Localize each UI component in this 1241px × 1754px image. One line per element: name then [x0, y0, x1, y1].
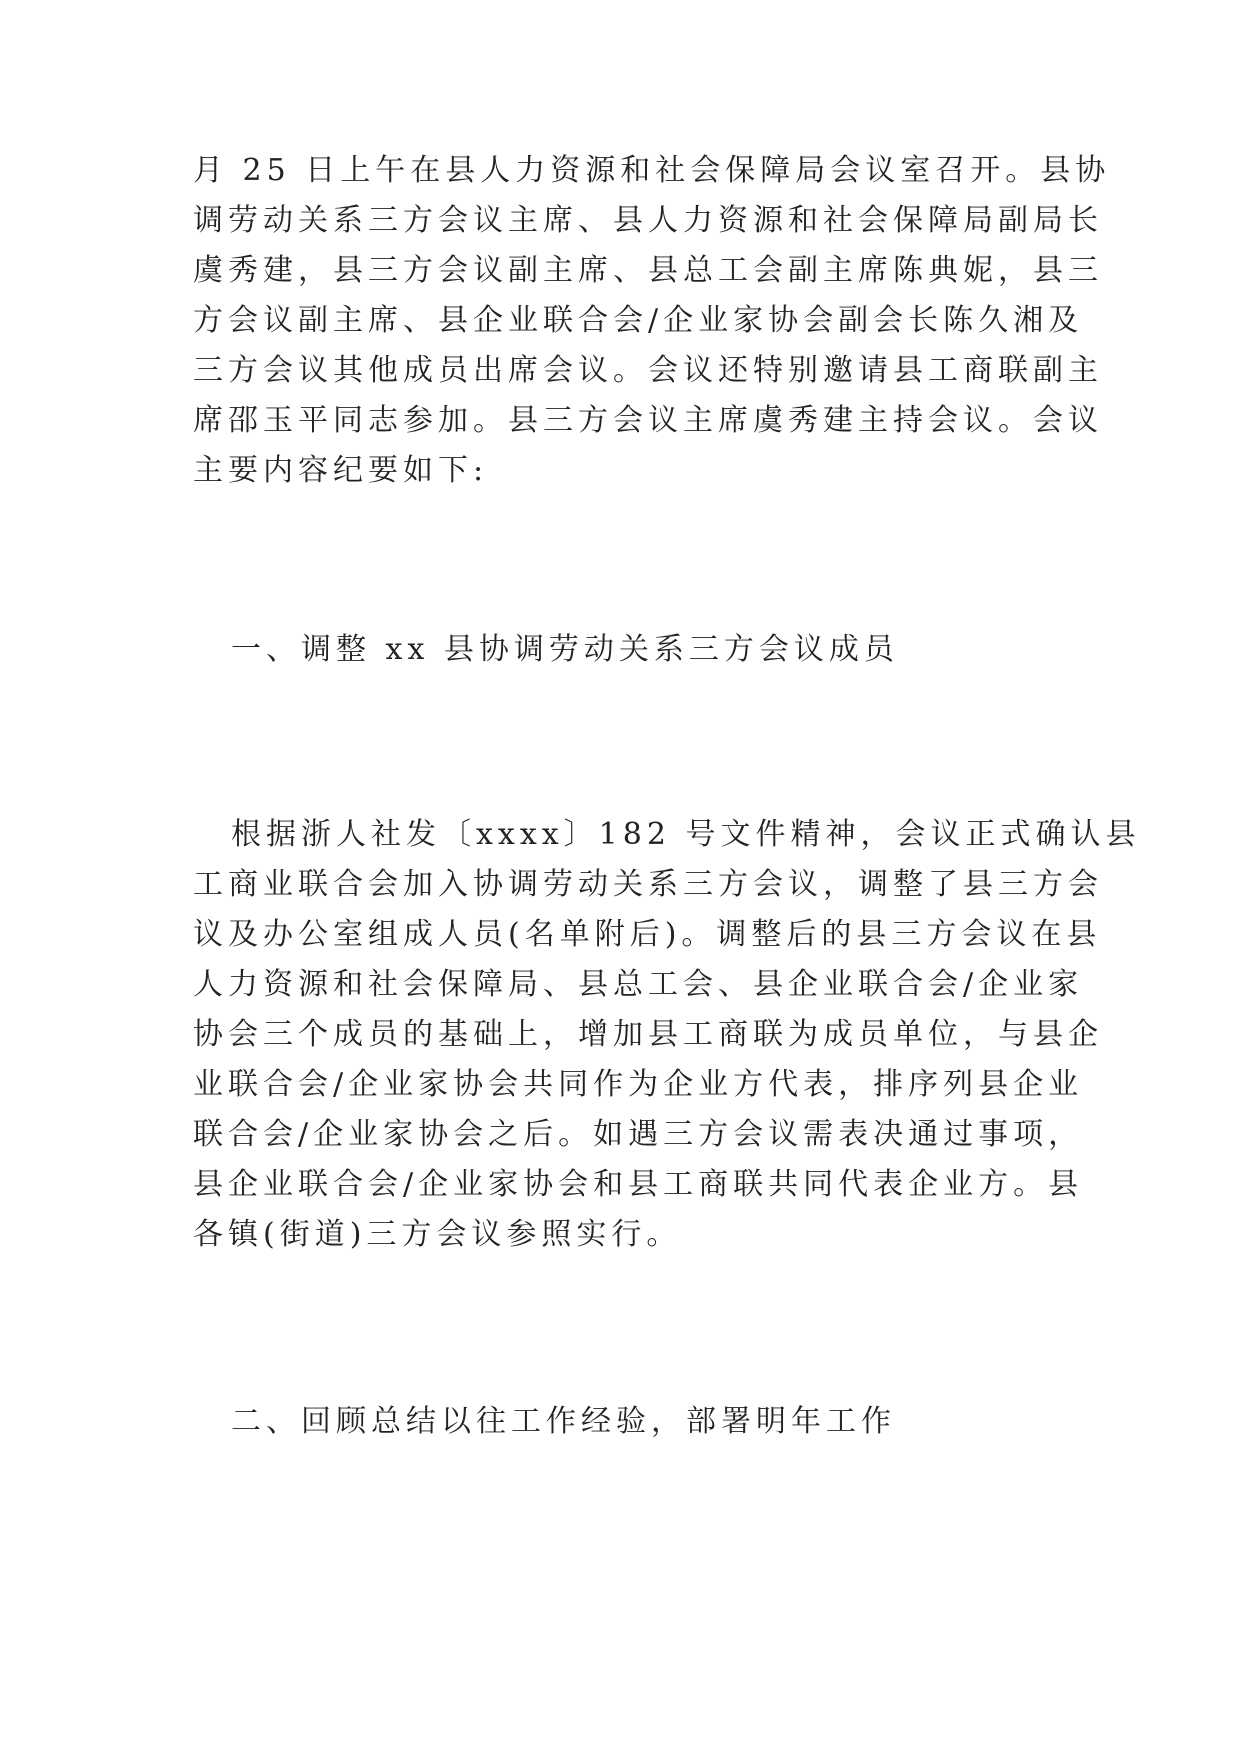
paragraph-2-line: 县企业联合会/企业家协会和县工商联共同代表企业方。县 [193, 1167, 1084, 1202]
paragraph-2-line: 议及办公室组成人员(名单附后)。调整后的县三方会议在县 [193, 917, 1102, 952]
paragraph-2-line: 人力资源和社会保障局、县总工会、县企业联合会/企业家 [193, 967, 1084, 1002]
paragraph-1-line: 方会议副主席、县企业联合会/企业家协会副会长陈久湘及 [193, 303, 1084, 338]
paragraph-1-line: 主要内容纪要如下: [193, 453, 489, 488]
paragraph-1-line: 虞秀建，县三方会议副主席、县总工会副主席陈典妮，县三 [193, 253, 1103, 288]
paragraph-1-line: 月 25 日上午在县人力资源和社会保障局会议室召开。县协 [193, 153, 1111, 188]
paragraph-1-line: 三方会议其他成员出席会议。会议还特别邀请县工商联副主 [193, 353, 1103, 388]
section-heading-2: 二、回顾总结以往工作经验，部署明年工作 [231, 1404, 896, 1439]
paragraph-2-line: 工商业联合会加入协调劳动关系三方会议，调整了县三方会 [193, 867, 1103, 902]
paragraph-2-line: 各镇(街道)三方会议参照实行。 [193, 1217, 682, 1252]
paragraph-1-line: 席邵玉平同志参加。县三方会议主席虞秀建主持会议。会议 [193, 403, 1103, 438]
paragraph-2-line: 业联合会/企业家协会共同作为企业方代表，排序列县企业 [193, 1067, 1084, 1102]
paragraph-2-line: 协会三个成员的基础上，增加县工商联为成员单位，与县企 [193, 1017, 1103, 1052]
section-heading-1: 一、调整 xx 县协调劳动关系三方会议成员 [231, 632, 899, 667]
paragraph-1-line: 调劳动关系三方会议主席、县人力资源和社会保障局副局长 [193, 203, 1103, 238]
paragraph-2-line: 联合会/企业家协会之后。如遇三方会议需表决通过事项， [193, 1117, 1084, 1152]
paragraph-2-line: 根据浙人社发〔xxxx〕182 号文件精神，会议正式确认县 [231, 817, 1141, 852]
